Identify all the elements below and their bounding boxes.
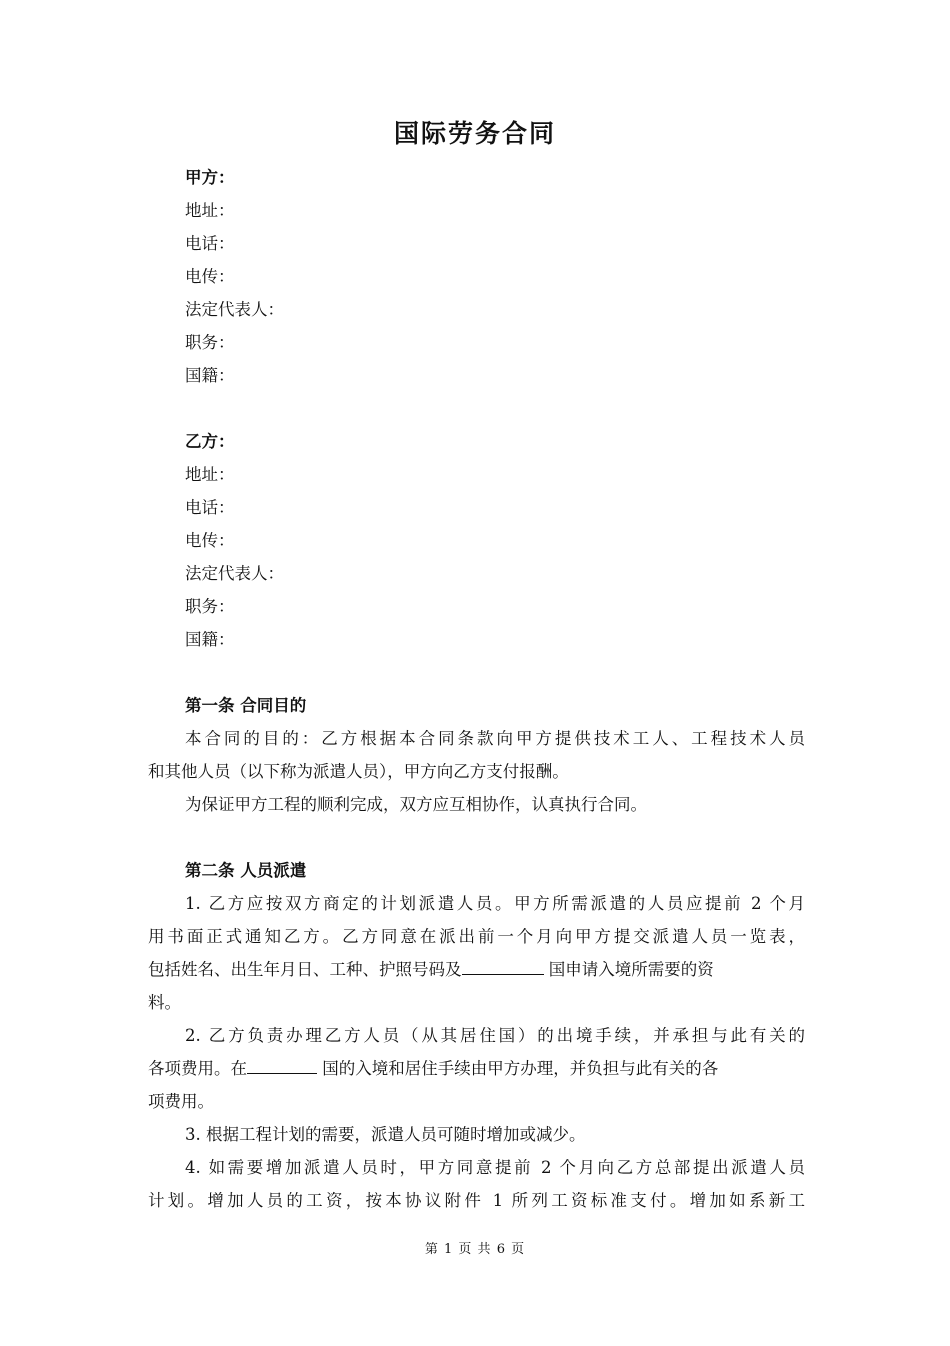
party-a-position-label: 职务：: [185, 333, 235, 352]
article-2-item-1-line-4: 料。: [148, 993, 181, 1012]
party-a-legal-rep-label: 法定代表人：: [185, 300, 284, 319]
party-b-nationality-label: 国籍：: [185, 630, 235, 649]
article-2-item-1-line-3-text-b: 国申请入境所需要的资: [543, 960, 714, 979]
article-1-paragraph-2: 为保证甲方工程的顺利完成，双方应互相协作，认真执行合同。: [185, 795, 647, 814]
country-blank-2: [247, 1057, 317, 1074]
party-a-nationality-label: 国籍：: [185, 366, 235, 385]
article-2-item-1-line-3: [148, 958, 714, 982]
page-footer: 第 1 页 共 6 页: [424, 1242, 526, 1257]
party-b-heading: 乙方：: [185, 432, 235, 451]
article-2-item-3: 3. 根据工程计划的需要，派遣人员可随时增加或减少。: [185, 1125, 586, 1144]
party-b-fax-label: 电传：: [185, 531, 235, 550]
article-2-item-4-line-2: 计划。增加人员的工资，按本协议附件 1 所列工资标准支付。增加如系新工: [148, 1191, 805, 1210]
party-b-position-label: 职务：: [185, 597, 235, 616]
article-2-item-2-line-2-text-b: 国的入境和居住手续由甲方办理，并负担与此有关的各: [317, 1059, 719, 1078]
party-a-phone-label: 电话：: [185, 234, 235, 253]
party-a-heading: 甲方：: [185, 168, 235, 187]
article-2-item-1-line-1: 1. 乙方应按双方商定的计划派遣人员。甲方所需派遣的人员应提前 2 个月: [185, 894, 805, 913]
article-2-item-1-line-3-text-a: 包括姓名、出生年月日、工种、护照号码及: [148, 960, 462, 979]
article-2-item-2-line-2: [148, 1057, 718, 1081]
article-1-paragraph-1-line-2: 和其他人员（以下称为派遣人员），甲方向乙方支付报酬。: [148, 762, 569, 781]
article-1-paragraph-1-line-1: 本合同的目的：乙方根据本合同条款向甲方提供技术工人、工程技术人员: [185, 729, 805, 748]
article-2-item-2-line-3: 项费用。: [148, 1092, 214, 1111]
article-2-item-2-line-2-text-a: 各项费用。在: [148, 1059, 247, 1078]
party-b-legal-rep-label: 法定代表人：: [185, 564, 284, 583]
article-2-item-1-line-2: 用书面正式通知乙方。乙方同意在派出前一个月向甲方提交派遣人员一览表，: [148, 927, 805, 946]
article-2-item-4-line-1: 4. 如需要增加派遣人员时，甲方同意提前 2 个月向乙方总部提出派遣人员: [185, 1158, 805, 1177]
party-b-address-label: 地址：: [185, 465, 235, 484]
article-1-heading: 第一条 合同目的: [185, 696, 307, 715]
article-2-item-2-line-1: 2. 乙方负责办理乙方人员（从其居住国）的出境手续，并承担与此有关的: [185, 1026, 805, 1045]
article-2-heading: 第二条 人员派遣: [185, 861, 307, 880]
party-b-phone-label: 电话：: [185, 498, 235, 517]
document-title: 国际劳务合同: [393, 119, 556, 148]
party-a-fax-label: 电传：: [185, 267, 235, 286]
party-a-address-label: 地址：: [185, 201, 235, 220]
country-blank-1: [462, 958, 544, 975]
